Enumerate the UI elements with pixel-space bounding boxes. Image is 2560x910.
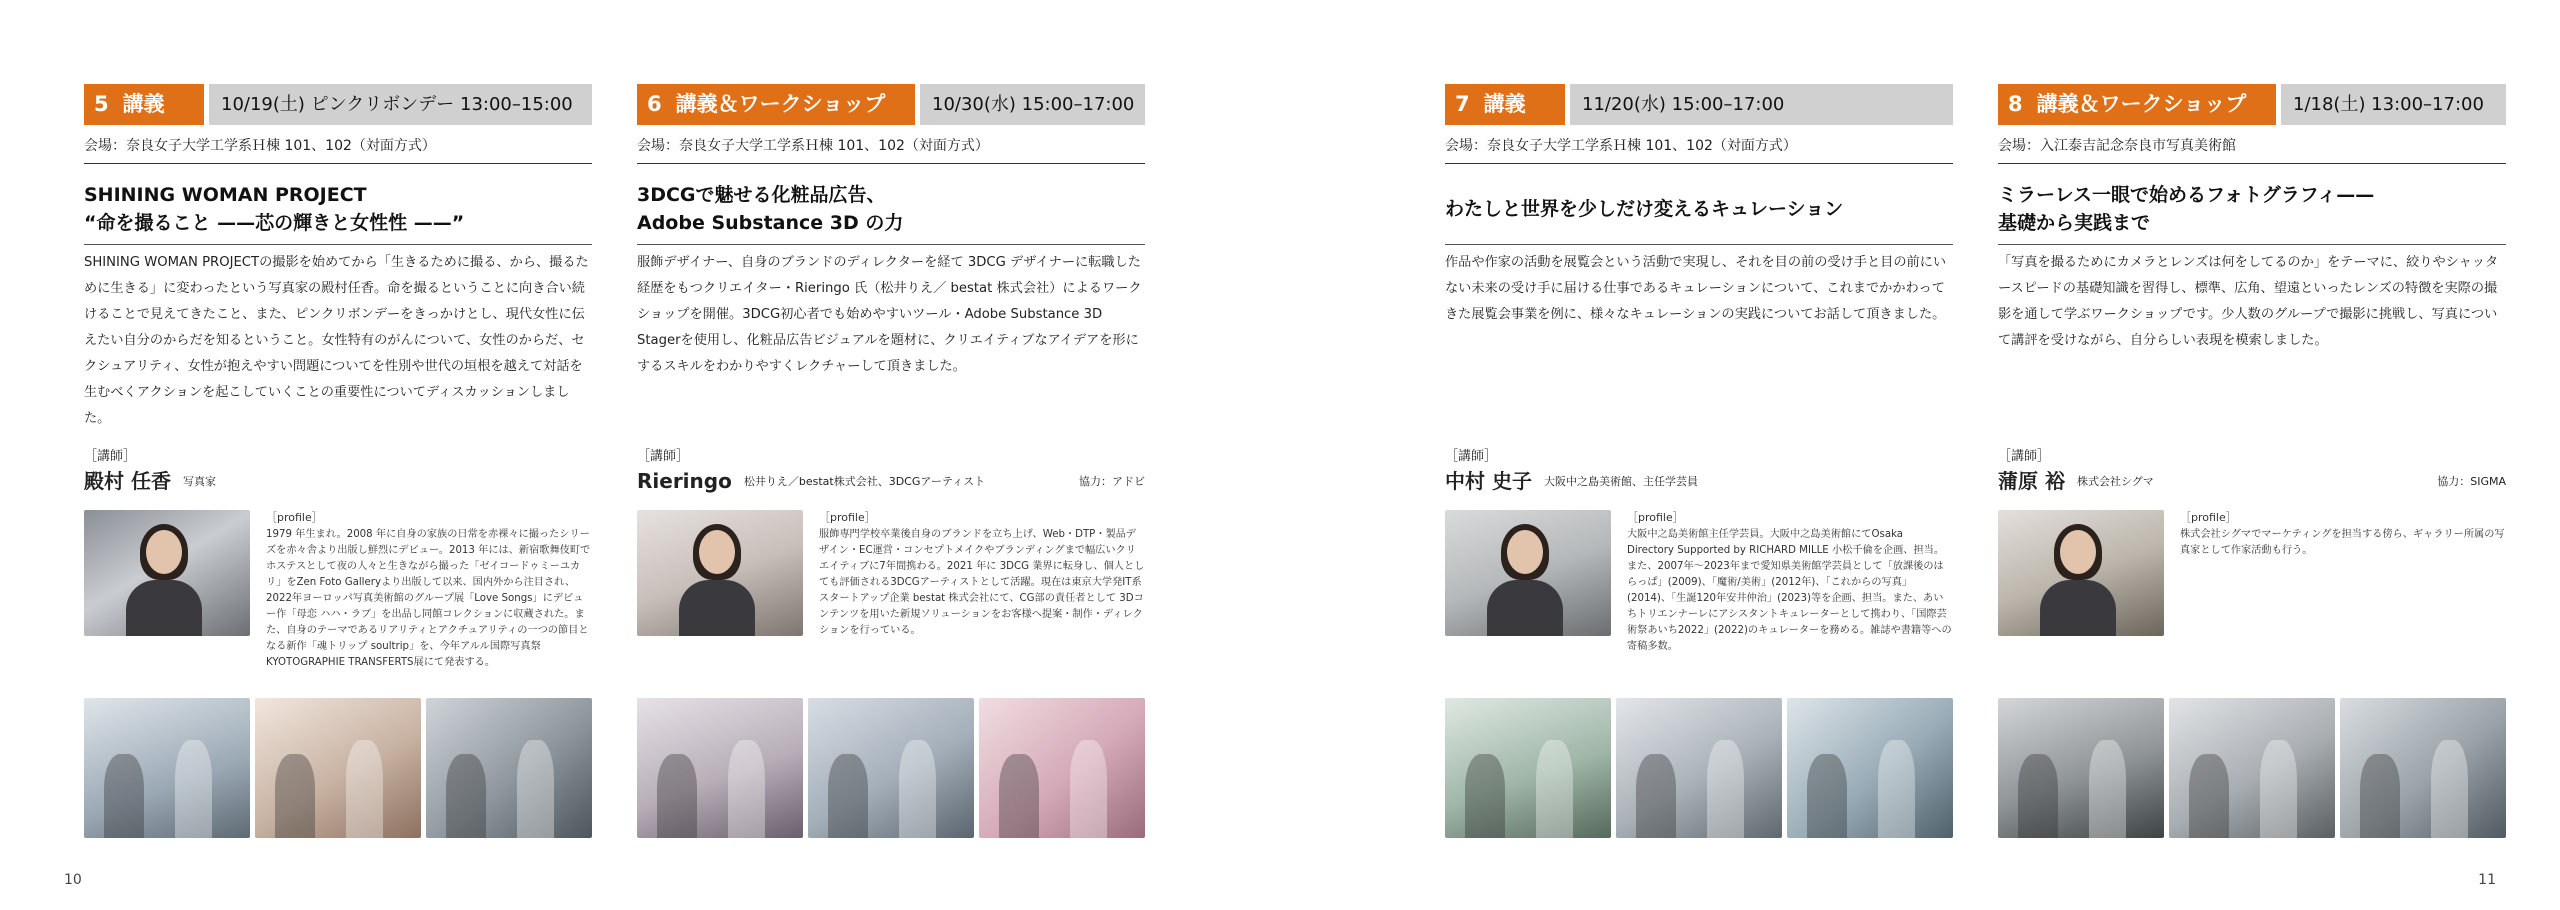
lecturer-label: ［講師］ (637, 449, 690, 464)
event-photo (808, 698, 974, 838)
event-photo-strip (637, 698, 1145, 838)
session-title: 3DCGで魅せる化粧品広告、 Adobe Substance 3D の力 (637, 184, 904, 234)
session-venue: 会場：奈良女子大学工学系Ｈ棟 101、102（対面方式） (84, 134, 592, 164)
profile-text: 大阪中之島美術館主任学芸員。大阪中之島美術館にてOsaka Directory Supported by RICHARD MILLE 小松千倫を企画、担当。また、2007年〜2023年まで愛知県美術館学芸員として「放課後のはらっぱ」(2009)、「魔術/美術」(2012年)、「これからの写真」(2014)、「生誕120年安井仲治」(2023)等を企画、担当。また、あいちトリエンナーレにアシスタントキュレーターとして携わり、「国際芸術祭あいち2022」(2022)のキュレーターを務める。雑誌や書籍等への寄稿多数。 (1627, 529, 1952, 652)
session-badge: 7 講義 (1445, 84, 1565, 125)
session-title: SHINING WOMAN PROJECT “命を撮ること ——芯の輝きと女性性 ——” (84, 184, 465, 234)
event-photo (1787, 698, 1953, 838)
session-card-5 (84, 84, 592, 854)
lecturer-profile (266, 510, 592, 678)
divider (637, 244, 1145, 245)
portrait-figure (2040, 530, 2116, 636)
lecturer-row (637, 467, 1145, 495)
session-header (1445, 84, 1953, 125)
cooperation-credit: 協力：SIGMA (2437, 475, 2506, 488)
divider (1998, 244, 2506, 245)
portrait-figure (679, 530, 755, 636)
session-card-7 (1445, 84, 1953, 854)
lecturer-photo (84, 510, 250, 636)
lecturer-photo (1998, 510, 2164, 636)
session-date: 10/19(土) ピンクリボンデー 13:00–15:00 (209, 84, 592, 125)
profile-text: 1979 年生まれ。2008 年に自身の家族の日常を赤裸々に撮ったシリーズを赤々舎より出版し鮮烈にデビュー。2013 年には、新宿歌舞伎町でホステスとして夜の人々と生きながら撮った「ゼイコードゥミーユカリ」をZen Foto Galleryより出版して以来、国内外から注目され、2022年ヨーロッパ写真美術館のグループ展「Love Songs」にデビュー作「母恋 ハハ・ラブ」を出品し同館コレクションに収蔵された。また、自身のテーマであるリアリティとアクチュアリティの一つの節目となる新作「魂トリップ soultrip」を、今年アルル国際写真祭 KYOTOGRAPHIE TRANSFERTS展にて発表する。 (266, 529, 591, 668)
session-venue: 会場：入江泰吉記念奈良市写真美術館 (1998, 134, 2506, 164)
session-card-6 (637, 84, 1145, 854)
lecturer-row (1998, 467, 2506, 495)
lecturer-profile (2180, 510, 2506, 678)
profile-text: 服飾専門学校卒業後自身のブランドを立ち上げ、Web・DTP・製品デザイン・EC運営・コンセプトメイクやブランディングまで幅広いクリエイティブに7年間携わる。2021 年に 3DCG 業界に転身し、個人としても評価される3DCGアーティストとして活躍。現在は東京大学発IT系スタートアップ企業 bestat 株式会社にて、CG部の責任者として 3Dコンテンツを用いた新規ソリューションをお客様へ提案・制作・ディレクションを行っている。 (819, 529, 1145, 636)
cooperation-credit: 協力：アドビ (1079, 475, 1145, 488)
session-venue: 会場：奈良女子大学工学系Ｈ棟 101、102（対面方式） (637, 134, 1145, 164)
profile-heading: ［profile］ (819, 511, 876, 524)
lecturer-photo (1445, 510, 1611, 636)
session-description: 作品や作家の活動を展覧会という活動で実現し、それを目の前の受け手と目の前にいない未来の受け手に届ける仕事であるキュレーションについて、これまでかかわってきた展覧会事業を例に、様々なキュレーションの実践についてお話して頂きました。 (1445, 255, 1947, 322)
profile-text: 株式会社シグマでマーケティングを担当する傍ら、ギャラリー所属の写真家として作家活動も行う。 (2180, 529, 2505, 556)
lecturer-row (84, 467, 592, 495)
lecturer-name: 蒲原 裕 (1998, 469, 2065, 493)
event-photo (426, 698, 592, 838)
session-badge: 8 講義＆ワークショップ (1998, 84, 2276, 125)
lecturer-name: 中村 史子 (1445, 469, 1532, 493)
lecturer-label: ［講師］ (1445, 449, 1498, 464)
lecturer-profile (819, 510, 1145, 678)
lecturer-label: ［講師］ (1998, 449, 2051, 464)
session-date: 1/18(土) 13:00–17:00 (2281, 84, 2506, 125)
profile-heading: ［profile］ (1627, 511, 1684, 524)
event-photo (2340, 698, 2506, 838)
lecturer-name: Rieringo (637, 469, 732, 493)
event-photo (84, 698, 250, 838)
divider (1445, 244, 1953, 245)
lecturer-photo (637, 510, 803, 636)
lecturer-row (1445, 467, 1953, 495)
profile-heading: ［profile］ (266, 511, 323, 524)
session-header (637, 84, 1145, 125)
lecturer-affiliation: 株式会社シグマ (2076, 475, 2154, 488)
lecturer-label: ［講師］ (84, 449, 137, 464)
session-header (84, 84, 592, 125)
page-number-right: 11 (2478, 872, 2496, 888)
event-photo (1445, 698, 1611, 838)
session-badge: 6 講義＆ワークショップ (637, 84, 915, 125)
session-date: 11/20(水) 15:00–17:00 (1570, 84, 1953, 125)
event-photo (1998, 698, 2164, 838)
event-photo (1616, 698, 1782, 838)
event-photo (2169, 698, 2335, 838)
session-date: 10/30(水) 15:00–17:00 (920, 84, 1145, 125)
page-number-left: 10 (64, 872, 82, 888)
lecturer-profile (1627, 510, 1953, 678)
lecturer-affiliation: 大阪中之島美術館、主任学芸員 (1543, 475, 1698, 488)
divider (84, 244, 592, 245)
session-badge: 5 講義 (84, 84, 204, 125)
portrait-figure (126, 530, 202, 636)
lecturer-affiliation: 松井りえ／bestat株式会社、3DCGアーティスト (743, 475, 986, 488)
profile-heading: ［profile］ (2180, 511, 2237, 524)
session-venue: 会場：奈良女子大学工学系Ｈ棟 101、102（対面方式） (1445, 134, 1953, 164)
lecturer-affiliation: 写真家 (182, 475, 216, 488)
event-photo-strip (84, 698, 592, 838)
event-photo (637, 698, 803, 838)
portrait-figure (1487, 530, 1563, 636)
event-photo-strip (1445, 698, 1953, 838)
event-photo-strip (1998, 698, 2506, 838)
event-photo (255, 698, 421, 838)
session-description: SHINING WOMAN PROJECTの撮影を始めてから「生きるために撮る、から、撮るために生きる」に変わったという写真家の殿村任香。命を撮るということに向き合い続けることで見えてきたこと、また、ピンクリボンデーをきっかけとし、現代女性に伝えたい自分のからだを知るということ。女性特有のがんについて、女性のからだ、セクシュアリティ、女性が抱えやすい問題についてを性別や世代の垣根を越えて対話を生むべくアクションを起こしていくことの重要性についてディスカッションしました。 (84, 255, 589, 426)
event-photo (979, 698, 1145, 838)
session-description: 服飾デザイナー、自身のブランドのディレクターを経て 3DCG デザイナーに転職した経歴をもつクリエイター・Rieringo 氏（松井りえ／ bestat 株式会社）によるワークショップを開催。3DCG初心者でも始めやすいツール・Adobe Substance 3D Stagerを使用し、化粧品広告ビジュアルを題材に、クリエイティブなアイデアを形にするスキルをわかりやすくレクチャーして頂きました。 (637, 255, 1142, 374)
session-title: ミラーレス一眼で始めるフォトグラフィ—— 基礎から実践まで (1998, 184, 2375, 234)
lecturer-name: 殿村 任香 (84, 469, 171, 493)
session-header (1998, 84, 2506, 125)
session-title: わたしと世界を少しだけ変えるキュレーション (1445, 198, 1844, 220)
session-card-8 (1998, 84, 2506, 854)
session-description: 「写真を撮るためにカメラとレンズは何をしてるのか」をテーマに、絞りやシャッタースピードの基礎知識を習得し、標準、広角、望遠といったレンズの特徴を実際の撮影を通して学ぶワークショップです。少人数のグループで撮影に挑戦し、写真について講評を受けながら、自分らしい表現を模索しました。 (1998, 255, 2499, 348)
